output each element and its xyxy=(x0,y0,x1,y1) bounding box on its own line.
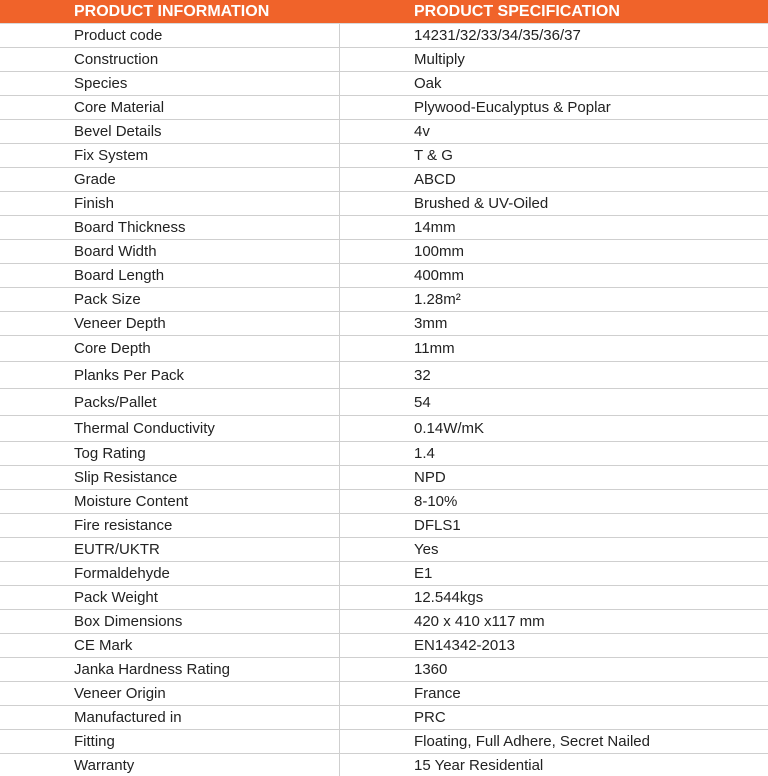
row-label: Finish xyxy=(0,192,340,215)
table-row xyxy=(0,706,768,730)
table-row xyxy=(0,754,768,776)
row-value: 11mm xyxy=(414,340,455,357)
row-value: 8-10% xyxy=(414,493,458,510)
table-row xyxy=(0,312,768,336)
row-value: Brushed & UV-Oiled xyxy=(414,195,549,212)
row-value: 1360 xyxy=(414,661,448,678)
row-label: Product code xyxy=(0,24,340,47)
table-row xyxy=(0,362,768,389)
row-label: Fitting xyxy=(0,730,340,753)
row-label: Board Width xyxy=(0,240,340,263)
row-label: Species xyxy=(0,72,340,95)
row-label: Manufactured in xyxy=(0,706,340,729)
table-row xyxy=(0,216,768,240)
row-label: Planks Per Pack xyxy=(0,362,340,388)
row-value: 400mm xyxy=(414,267,465,284)
row-label: Janka Hardness Rating xyxy=(0,658,340,681)
row-label: Board Thickness xyxy=(0,216,340,239)
row-value: 54 xyxy=(414,393,431,411)
table-row xyxy=(0,634,768,658)
row-value: T & G xyxy=(414,147,453,164)
table-row xyxy=(0,336,768,362)
table-row xyxy=(0,96,768,120)
row-value: ABCD xyxy=(414,171,456,188)
table-body xyxy=(0,24,768,776)
row-value: 0.14W/mK xyxy=(414,420,485,437)
table-row xyxy=(0,192,768,216)
table-row xyxy=(0,658,768,682)
row-label: Fix System xyxy=(0,144,340,167)
table-row xyxy=(0,144,768,168)
row-label: Pack Weight xyxy=(0,586,340,609)
row-label: CE Mark xyxy=(0,634,340,657)
row-label: Fire resistance xyxy=(0,514,340,537)
row-label: Formaldehyde xyxy=(0,562,340,585)
row-value: E1 xyxy=(414,565,433,582)
row-label: Packs/Pallet xyxy=(0,389,340,415)
row-value: EN14342-2013 xyxy=(414,637,515,654)
row-value: PRC xyxy=(414,709,446,726)
table-row xyxy=(0,682,768,706)
header-product-specification: PRODUCT SPECIFICATION xyxy=(414,2,620,20)
row-label: EUTR/UKTR xyxy=(0,538,340,561)
row-label: Core Depth xyxy=(0,336,340,361)
row-value: NPD xyxy=(414,469,446,486)
table-row xyxy=(0,442,768,466)
row-value: Multiply xyxy=(414,51,465,68)
table-row xyxy=(0,562,768,586)
row-label: Box Dimensions xyxy=(0,610,340,633)
row-label: Moisture Content xyxy=(0,490,340,513)
table-row xyxy=(0,416,768,442)
table-row xyxy=(0,72,768,96)
row-label: Veneer Origin xyxy=(0,682,340,705)
row-label: Veneer Depth xyxy=(0,312,340,335)
row-value: Plywood-Eucalyptus & Poplar xyxy=(414,99,611,116)
table-row xyxy=(0,514,768,538)
row-value: Oak xyxy=(414,75,442,92)
row-label: Grade xyxy=(0,168,340,191)
row-value: 14mm xyxy=(414,219,456,236)
table-row xyxy=(0,168,768,192)
row-label: Construction xyxy=(0,48,340,71)
row-value: 4v xyxy=(414,123,430,140)
table-row xyxy=(0,490,768,514)
table-row xyxy=(0,538,768,562)
table-row xyxy=(0,389,768,416)
row-value: 1.28m² xyxy=(414,291,461,308)
row-value: 420 x 410 x117 mm xyxy=(414,613,545,630)
row-label: Bevel Details xyxy=(0,120,340,143)
row-value: 12.544kgs xyxy=(414,589,484,606)
table-header xyxy=(0,0,768,24)
table-row xyxy=(0,610,768,634)
row-value: 15 Year Residential xyxy=(414,756,544,774)
table-row xyxy=(0,466,768,490)
row-value: Yes xyxy=(414,541,439,558)
row-label: Thermal Conductivity xyxy=(0,416,340,441)
row-value: 1.4 xyxy=(414,445,435,462)
row-label: Board Length xyxy=(0,264,340,287)
table-row xyxy=(0,730,768,754)
table-row xyxy=(0,24,768,48)
row-value: 32 xyxy=(414,366,431,384)
table-row xyxy=(0,240,768,264)
row-value: 14231/32/33/34/35/36/37 xyxy=(414,27,581,44)
row-label: Slip Resistance xyxy=(0,466,340,489)
row-label: Tog Rating xyxy=(0,442,340,465)
header-product-information: PRODUCT INFORMATION xyxy=(74,2,270,20)
row-value: Floating, Full Adhere, Secret Nailed xyxy=(414,733,650,750)
row-label: Core Material xyxy=(0,96,340,119)
table-row xyxy=(0,586,768,610)
row-label: Pack Size xyxy=(0,288,340,311)
row-value: 100mm xyxy=(414,243,465,260)
row-value: France xyxy=(414,685,461,702)
row-value: DFLS1 xyxy=(414,517,461,534)
table-row xyxy=(0,48,768,72)
table-row xyxy=(0,264,768,288)
row-label: Warranty xyxy=(0,754,340,776)
table-row xyxy=(0,120,768,144)
row-value: 3mm xyxy=(414,315,448,332)
table-row xyxy=(0,288,768,312)
